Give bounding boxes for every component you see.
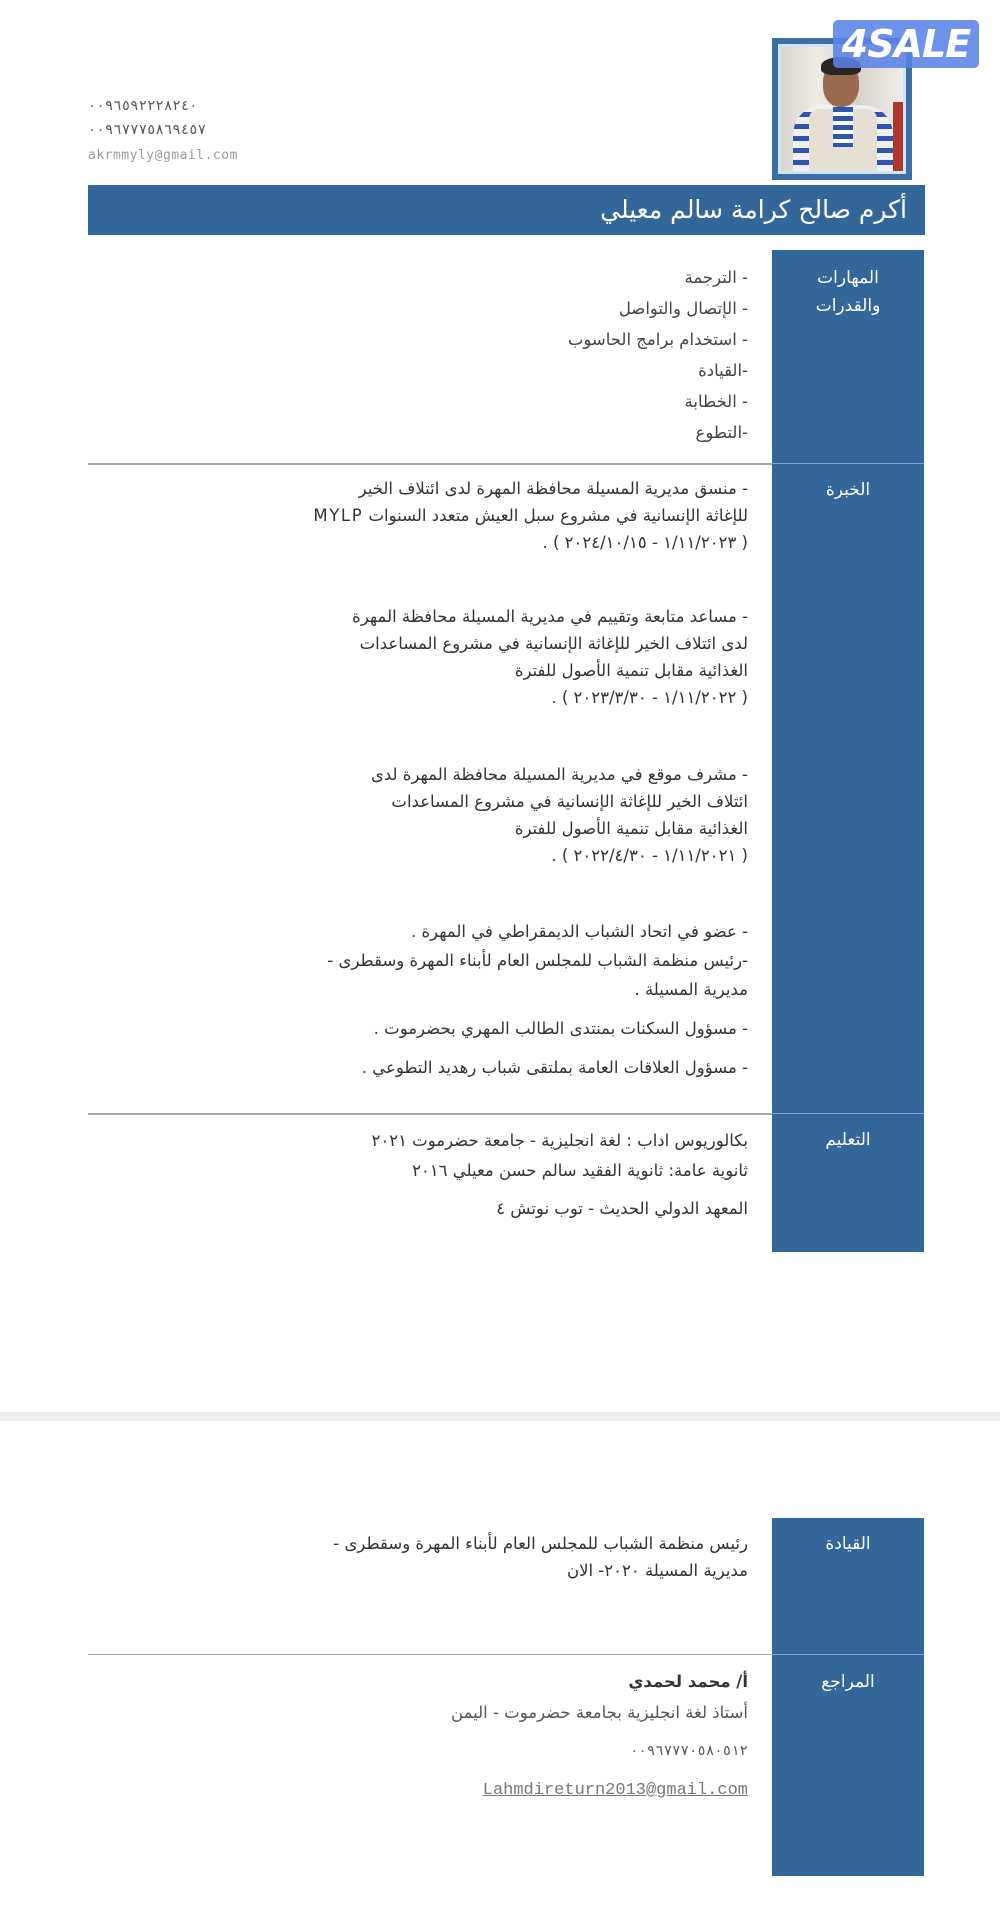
sidebar-divider	[772, 463, 924, 464]
full-name: أكرم صالح كرامة سالم معيلي	[600, 195, 907, 224]
skill-item: -القيادة	[698, 361, 748, 380]
skill-item: - الترجمة	[684, 268, 748, 287]
skills-title-line2: والقدرات	[815, 296, 881, 316]
experience-line: ائتلاف الخير للإغاثة الإنسانية في مشروع المساعدات	[391, 792, 748, 811]
experience-date: ( ١/١١/٢٠٢٣ - ٢٠٢٤/١٠/١٥ ) .	[542, 533, 748, 552]
skill-item: - الخطابة	[684, 392, 748, 411]
experience-line: الغذائية مقابل تنمية الأصول للفترة	[514, 661, 748, 680]
role-item: - مسؤول السكنات بمنتدى الطالب المهري بحضرموت .	[373, 1019, 748, 1038]
skill-item: - استخدام برامج الحاسوب	[567, 330, 748, 349]
section-title-experience: الخبرة	[825, 480, 871, 500]
experience-date: ( ١/١١/٢٠٢٢ - ٢٠٢٣/٣/٣٠ ) .	[551, 688, 748, 707]
reference-name: أ/ محمد لحمدي	[628, 1672, 748, 1691]
phone-number-1: ٠٠٩٦٥٩٢٢٢٨٢٤٠	[88, 98, 198, 114]
leadership-line: مديرية المسيلة ٢٠٢٠- الان	[566, 1561, 748, 1580]
page-break	[0, 1412, 1000, 1421]
leadership-text	[48, 1530, 748, 1584]
skill-item: -التطوع	[695, 423, 748, 442]
role-item: - مسؤول العلاقات العامة بملتقى شباب رهديد التطوعي .	[361, 1058, 748, 1077]
leadership-line: رئيس منظمة الشباب للمجلس العام لأبناء المهرة وسقطرى -	[333, 1534, 748, 1553]
skills-list	[288, 262, 748, 448]
skill-item: - الإتصال والتواصل	[618, 299, 748, 318]
section-title-education: التعليم	[825, 1130, 871, 1150]
other-roles-list	[68, 917, 748, 1082]
section-divider	[88, 463, 772, 465]
reference-entry	[108, 1668, 748, 1804]
section-title-skills	[772, 264, 924, 320]
section-divider	[88, 1113, 772, 1115]
experience-line: - مشرف موقع في مديرية المسيلة محافظة المهرة لدى	[370, 765, 748, 784]
watermark-logo: 4SALE	[833, 20, 979, 68]
section-title-references: المراجع	[821, 1672, 875, 1692]
education-item: بكالوريوس اداب : لغة انجليزية - جامعة حضرموت ٢٠٢١	[371, 1131, 748, 1150]
sidebar-column	[772, 250, 924, 1252]
sidebar-divider	[772, 1654, 924, 1655]
section-divider	[88, 1654, 772, 1655]
skills-title-line1: المهارات	[817, 268, 879, 288]
education-list	[88, 1126, 748, 1224]
experience-date: ( ١/١١/٢٠٢١ - ٢٠٢٢/٤/٣٠ ) .	[551, 846, 748, 865]
sidebar-column-page2	[772, 1518, 924, 1876]
experience-line: لدى ائتلاف الخير للإغاثة الإنسانية في مشروع المساعدات	[359, 634, 748, 653]
role-item: مديرية المسيلة .	[634, 980, 748, 999]
reference-email-link[interactable]: Lahmdireturn2013@gmail.com	[482, 1781, 748, 1800]
experience-entry-2	[68, 603, 748, 711]
education-item: ثانوية عامة: ثانوية الفقيد سالم حسن معيلي ٢٠١٦	[412, 1161, 748, 1180]
experience-line: للإغاثة الإنسانية في مشروع سبل العيش متعدد السنوات MYLP	[313, 506, 748, 525]
section-title-leadership: القيادة	[825, 1534, 871, 1554]
role-item: -رئيس منظمة الشباب للمجلس العام لأبناء المهرة وسقطرى -	[327, 951, 748, 970]
name-banner	[88, 185, 925, 235]
sidebar-divider	[772, 1113, 924, 1114]
experience-line: الغذائية مقابل تنمية الأصول للفترة	[514, 819, 748, 838]
education-item: المعهد الدولي الحديث - توب نوتش ٤	[496, 1199, 748, 1218]
reference-phone: ٠٠٩٦٧٧٧٠٥٨٠٥١٢	[629, 1743, 748, 1759]
phone-number-2: ٠٠٩٦٧٧٧٥٨٦٩٤٥٧	[88, 122, 207, 138]
experience-entry-3	[68, 761, 748, 869]
experience-line: - منسق مديرية المسيلة محافظة المهرة لدى ائتلاف الخير	[358, 479, 748, 498]
experience-entry-1	[68, 475, 748, 556]
role-item: - عضو في اتحاد الشباب الديمقراطي في المهرة .	[410, 922, 748, 941]
contact-email[interactable]: akrmmyly@gmail.com	[88, 148, 238, 163]
reference-position: أستاذ لغة انجليزية بجامعة حضرموت - اليمن	[451, 1703, 748, 1722]
experience-line: - مساعد متابعة وتقييم في مديرية المسيلة محافظة المهرة	[352, 607, 748, 626]
